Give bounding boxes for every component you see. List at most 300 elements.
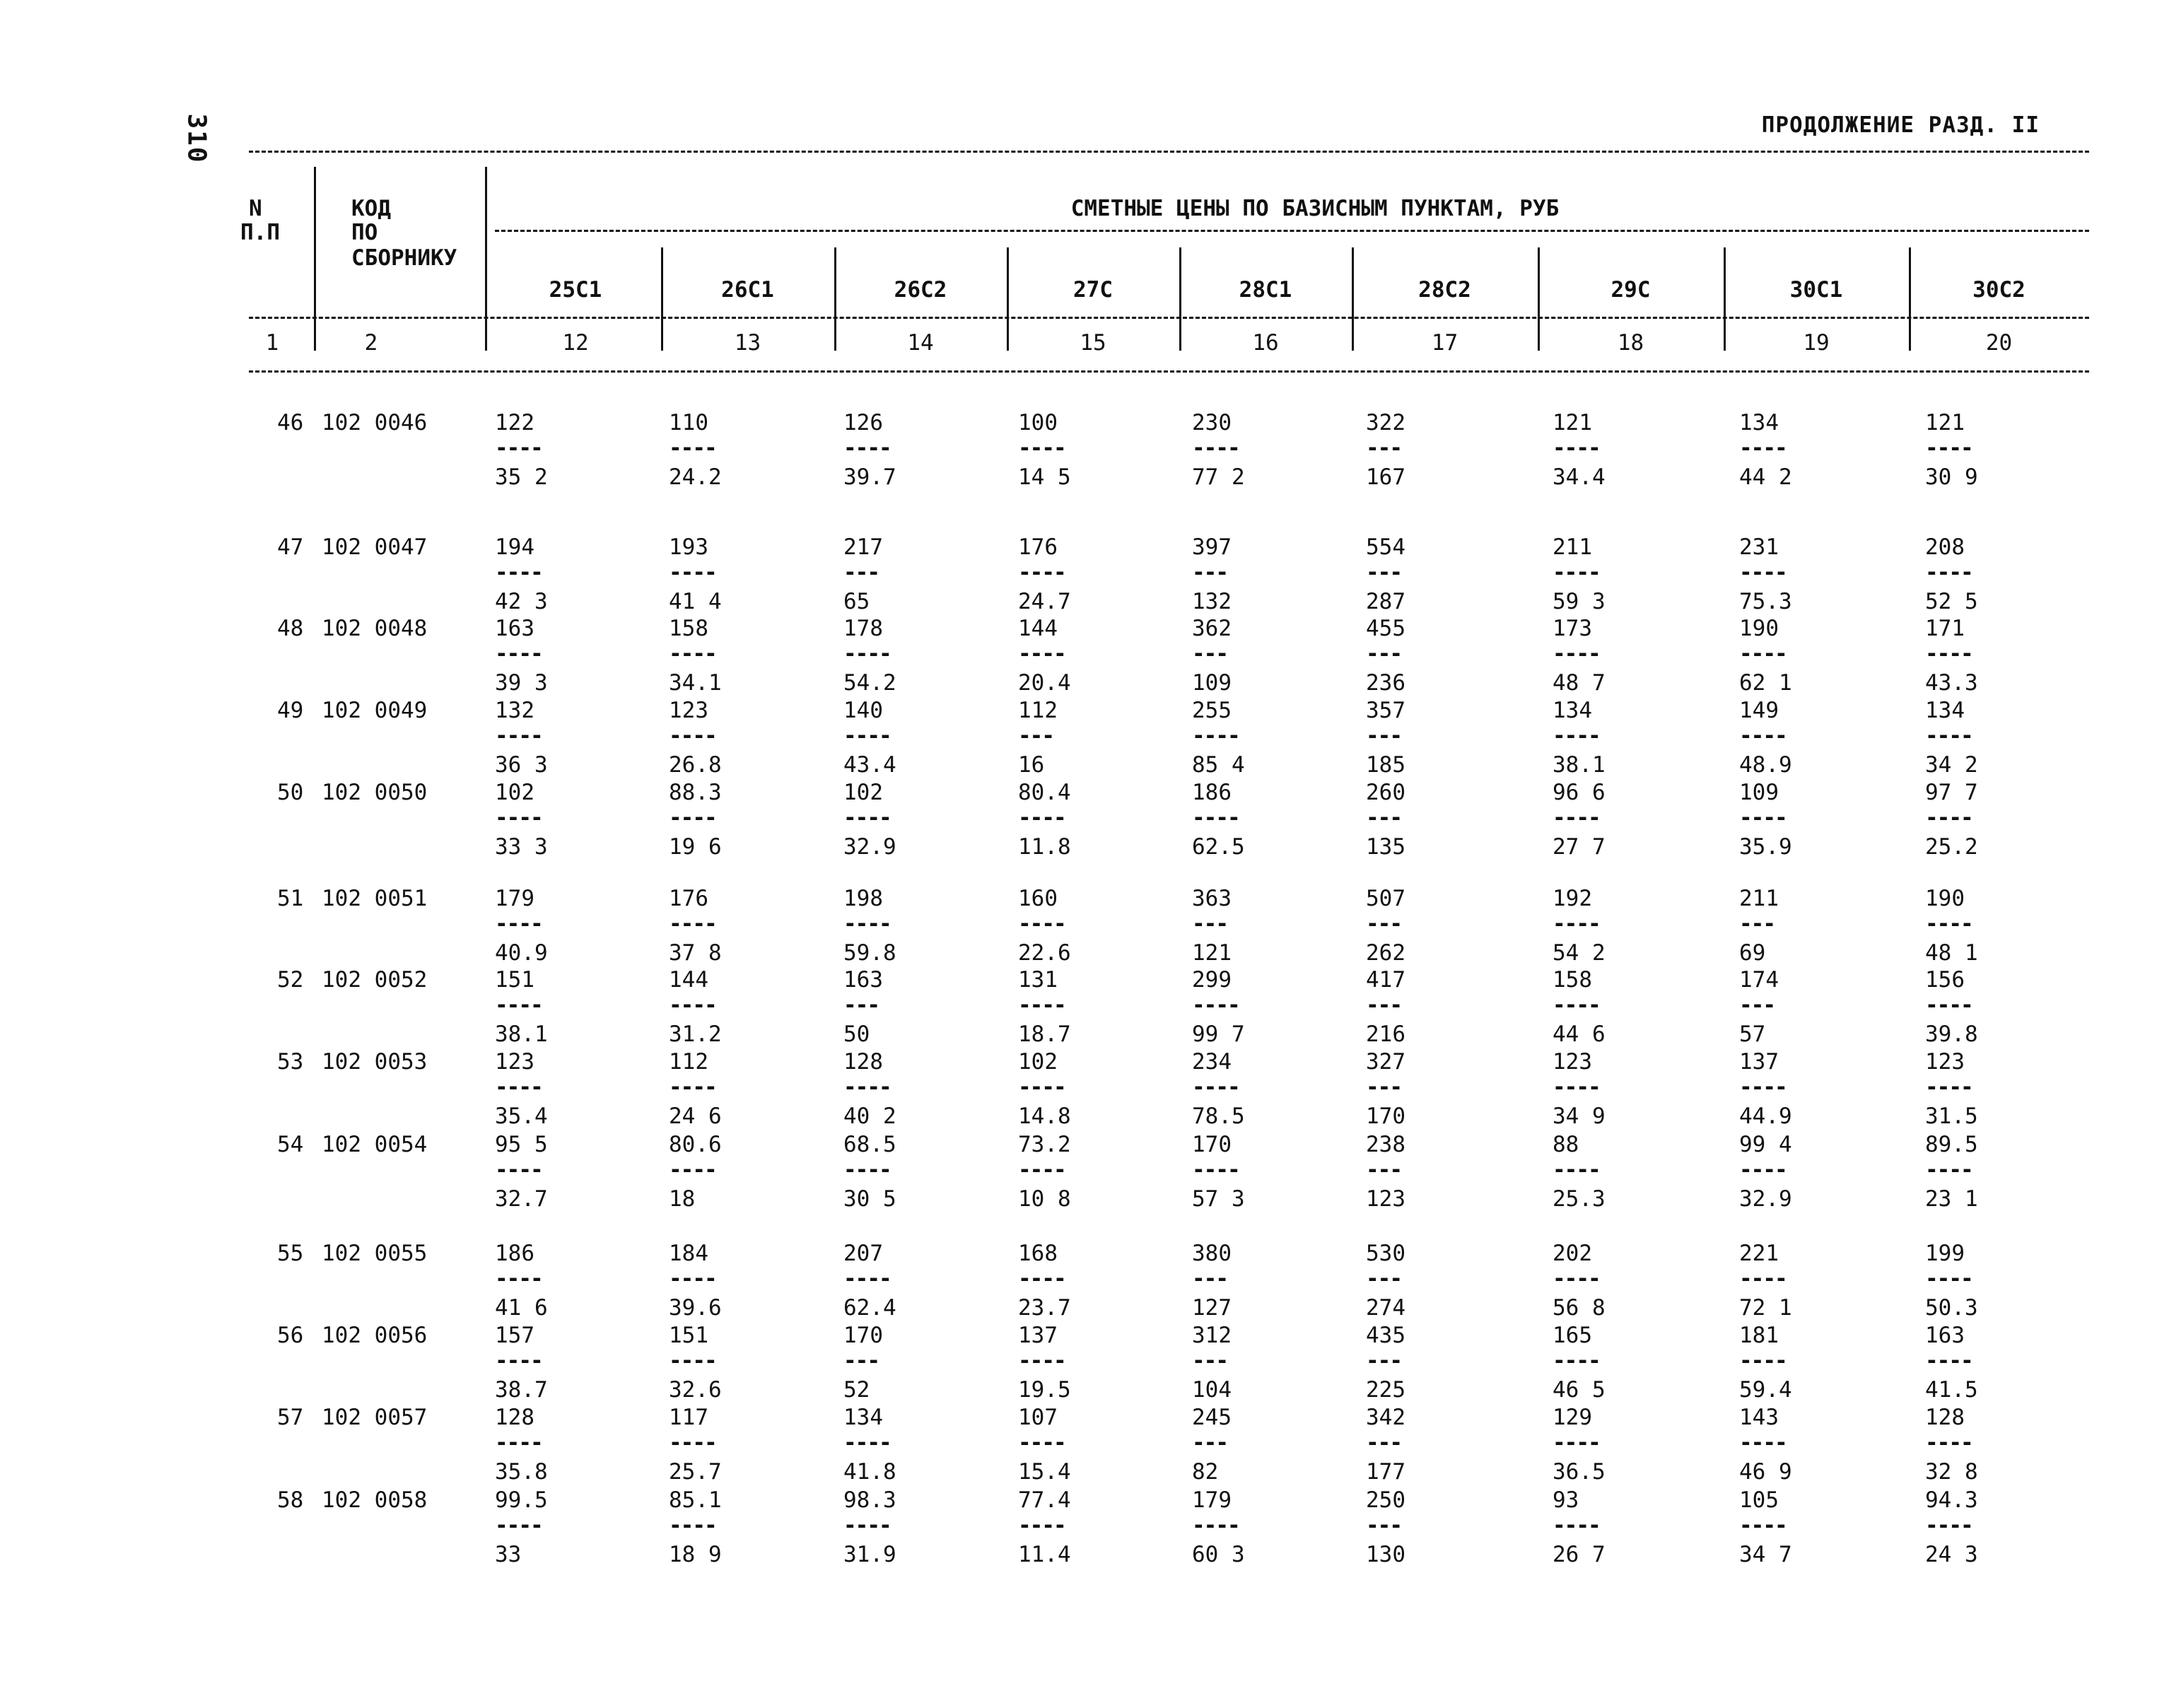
price-bottom-value: 46 5 — [1553, 1377, 1606, 1403]
price-bottom-value: 24 6 — [669, 1104, 722, 1129]
price-bottom-value: 32 8 — [1925, 1459, 1978, 1485]
price-bottom-value: 26 7 — [1553, 1542, 1606, 1567]
price-bottom-value: 34.4 — [1553, 464, 1606, 490]
price-separator: ---- — [495, 723, 542, 749]
header-col-number: 15 — [1080, 330, 1106, 356]
price-bottom-value: 19 6 — [669, 834, 722, 860]
price-separator: --- — [1739, 911, 1775, 937]
price-top-value: 137 — [1739, 1049, 1779, 1075]
header-col-number: 1 — [265, 330, 279, 356]
header-bar-code — [485, 167, 487, 351]
price-bottom-value: 52 5 — [1925, 589, 1978, 614]
price-bottom-value: 18.7 — [1018, 1022, 1071, 1047]
price-separator: --- — [1366, 1075, 1401, 1100]
price-separator: ---- — [669, 1075, 716, 1100]
price-bottom-value: 18 — [669, 1186, 696, 1212]
price-top-value: 357 — [1366, 698, 1405, 723]
price-top-value: 198 — [843, 886, 883, 911]
price-separator: --- — [1366, 1513, 1401, 1538]
price-top-value: 170 — [843, 1323, 883, 1348]
price-separator: ---- — [1739, 1266, 1787, 1292]
price-bottom-value: 38.1 — [1553, 752, 1606, 778]
price-top-value: 179 — [1192, 1487, 1232, 1513]
price-bottom-value: 170 — [1366, 1104, 1405, 1129]
header-col-number: 2 — [364, 330, 378, 356]
header-bar-point-6 — [1538, 247, 1540, 351]
price-separator: ---- — [843, 435, 891, 461]
price-top-value: 190 — [1739, 616, 1779, 641]
price-separator: ---- — [1018, 1075, 1065, 1100]
price-top-value: 156 — [1925, 967, 1965, 993]
price-top-value: 100 — [1018, 410, 1058, 435]
row-number: 54 — [277, 1132, 304, 1157]
price-bottom-value: 32.7 — [495, 1186, 548, 1212]
price-top-value: 173 — [1553, 616, 1592, 641]
price-separator: ---- — [669, 993, 716, 1018]
price-separator: ---- — [495, 1430, 542, 1456]
price-bottom-value: 59 3 — [1553, 589, 1606, 614]
price-top-value: 363 — [1192, 886, 1232, 911]
price-top-value: 98.3 — [843, 1487, 896, 1513]
price-separator: --- — [1366, 435, 1401, 461]
row-code: 102 0048 — [322, 616, 428, 641]
price-top-value: 231 — [1739, 534, 1779, 560]
row-number: 52 — [277, 967, 304, 993]
price-bottom-value: 38.1 — [495, 1022, 548, 1047]
price-separator: --- — [1192, 911, 1227, 937]
price-top-value: 134 — [1739, 410, 1779, 435]
price-top-value: 94.3 — [1925, 1487, 1978, 1513]
price-top-value: 73.2 — [1018, 1132, 1071, 1157]
price-separator: ---- — [1553, 641, 1600, 667]
header-point-7: 29С — [1611, 277, 1651, 303]
price-bottom-value: 216 — [1366, 1022, 1405, 1047]
price-separator: ---- — [1553, 1266, 1600, 1292]
price-bottom-value: 35.8 — [495, 1459, 548, 1485]
price-top-value: 144 — [1018, 616, 1058, 641]
price-separator: ---- — [843, 1075, 891, 1100]
price-top-value: 199 — [1925, 1241, 1965, 1266]
price-bottom-value: 33 3 — [495, 834, 548, 860]
price-separator: ---- — [1018, 641, 1065, 667]
header-col-code-label: ПО — [351, 220, 378, 245]
header-point-3: 26С2 — [894, 277, 947, 303]
row-code: 102 0047 — [322, 534, 428, 560]
price-bottom-value: 104 — [1192, 1377, 1232, 1403]
price-bottom-value: 41.5 — [1925, 1377, 1978, 1403]
price-separator: ---- — [1553, 1157, 1600, 1183]
price-top-value: 132 — [495, 698, 534, 723]
price-separator: ---- — [843, 1266, 891, 1292]
price-top-value: 455 — [1366, 616, 1405, 641]
price-top-value: 112 — [669, 1049, 708, 1075]
price-bottom-value: 62.5 — [1192, 834, 1245, 860]
price-separator: ---- — [1925, 993, 1972, 1018]
price-separator: ---- — [1192, 1157, 1239, 1183]
price-bottom-value: 123 — [1366, 1186, 1405, 1212]
header-point-8: 30С1 — [1789, 277, 1843, 303]
price-bottom-value: 37 8 — [669, 940, 722, 966]
price-separator: ---- — [843, 641, 891, 667]
price-separator: ---- — [1553, 1348, 1600, 1374]
price-top-value: 192 — [1553, 886, 1592, 911]
header-point-5: 28С1 — [1239, 277, 1292, 303]
row-code: 102 0051 — [322, 886, 428, 911]
price-top-value: 397 — [1192, 534, 1232, 560]
price-bottom-value: 30 5 — [843, 1186, 896, 1212]
row-number: 46 — [277, 410, 304, 435]
price-top-value: 102 — [495, 780, 534, 805]
price-top-value: 250 — [1366, 1487, 1405, 1513]
header-col-number: 12 — [562, 330, 589, 356]
row-number: 50 — [277, 780, 304, 805]
price-top-value: 299 — [1192, 967, 1232, 993]
price-top-value: 107 — [1018, 1405, 1058, 1430]
price-top-value: 80.4 — [1018, 780, 1071, 805]
price-separator: ---- — [1739, 1430, 1787, 1456]
price-bottom-value: 31.9 — [843, 1542, 896, 1567]
price-top-value: 245 — [1192, 1405, 1232, 1430]
price-top-value: 122 — [495, 410, 534, 435]
price-top-value: 435 — [1366, 1323, 1405, 1348]
price-bottom-value: 31.5 — [1925, 1104, 1978, 1129]
price-bottom-value: 82 — [1192, 1459, 1219, 1485]
price-top-value: 158 — [1553, 967, 1592, 993]
price-top-value: 194 — [495, 534, 534, 560]
price-separator: ---- — [843, 805, 891, 831]
price-top-value: 202 — [1553, 1241, 1592, 1266]
row-number: 49 — [277, 698, 304, 723]
price-bottom-value: 34.1 — [669, 670, 722, 696]
price-top-value: 157 — [495, 1323, 534, 1348]
header-col-number: 18 — [1617, 330, 1644, 356]
price-separator: ---- — [1925, 1348, 1972, 1374]
price-separator: --- — [1739, 993, 1775, 1018]
header-point-2: 26С1 — [721, 277, 774, 303]
price-separator: --- — [1366, 641, 1401, 667]
page-number: 310 — [182, 113, 211, 164]
price-top-value: 123 — [1553, 1049, 1592, 1075]
row-code: 102 0053 — [322, 1049, 428, 1075]
price-separator: --- — [1018, 723, 1053, 749]
price-top-value: 176 — [669, 886, 708, 911]
row-code: 102 0052 — [322, 967, 428, 993]
price-separator: ---- — [843, 911, 891, 937]
price-bottom-value: 132 — [1192, 589, 1232, 614]
price-separator: ---- — [1739, 560, 1787, 585]
price-top-value: 234 — [1192, 1049, 1232, 1075]
price-separator: ---- — [1925, 805, 1972, 831]
price-top-value: 128 — [1925, 1405, 1965, 1430]
price-bottom-value: 20.4 — [1018, 670, 1071, 696]
header-col-number: 14 — [907, 330, 934, 356]
price-bottom-value: 39.6 — [669, 1295, 722, 1321]
price-bottom-value: 46 9 — [1739, 1459, 1792, 1485]
price-bottom-value: 19.5 — [1018, 1377, 1071, 1403]
price-bottom-value: 34 9 — [1553, 1104, 1606, 1129]
price-bottom-value: 121 — [1192, 940, 1232, 966]
price-bottom-value: 41 6 — [495, 1295, 548, 1321]
price-top-value: 134 — [1925, 698, 1965, 723]
price-top-value: 99 4 — [1739, 1132, 1792, 1157]
price-separator: ---- — [1192, 435, 1239, 461]
price-bottom-value: 16 — [1018, 752, 1045, 778]
price-separator: --- — [1366, 1348, 1401, 1374]
price-top-value: 123 — [669, 698, 708, 723]
price-separator: ---- — [1925, 1513, 1972, 1538]
price-top-value: 176 — [1018, 534, 1058, 560]
price-separator: ---- — [1018, 911, 1065, 937]
price-separator: ---- — [495, 911, 542, 937]
price-bottom-value: 287 — [1366, 589, 1405, 614]
price-top-value: 507 — [1366, 886, 1405, 911]
price-top-value: 168 — [1018, 1241, 1058, 1266]
price-bottom-value: 72 1 — [1739, 1295, 1792, 1321]
price-separator: ---- — [1018, 993, 1065, 1018]
price-separator: ---- — [1925, 641, 1972, 667]
price-bottom-value: 57 — [1739, 1022, 1766, 1047]
price-top-value: 158 — [669, 616, 708, 641]
price-top-value: 163 — [495, 616, 534, 641]
price-separator: --- — [1366, 560, 1401, 585]
header-col-number: 20 — [1985, 330, 2013, 356]
row-code: 102 0055 — [322, 1241, 428, 1266]
price-bottom-value: 44 2 — [1739, 464, 1792, 490]
header-col-number: 16 — [1252, 330, 1279, 356]
price-separator: ---- — [495, 1075, 542, 1100]
price-separator: ---- — [1018, 1430, 1065, 1456]
price-bottom-value: 48 7 — [1553, 670, 1606, 696]
row-code: 102 0056 — [322, 1323, 428, 1348]
price-top-value: 171 — [1925, 616, 1965, 641]
price-bottom-value: 41.8 — [843, 1459, 896, 1485]
price-bottom-value: 41 4 — [669, 589, 722, 614]
price-separator: ---- — [1192, 993, 1239, 1018]
price-separator: ---- — [1553, 993, 1600, 1018]
price-separator: ---- — [495, 435, 542, 461]
price-top-value: 102 — [843, 780, 883, 805]
price-top-value: 96 6 — [1553, 780, 1606, 805]
price-separator: ---- — [1192, 1513, 1239, 1538]
price-top-value: 160 — [1018, 886, 1058, 911]
price-bottom-value: 35.4 — [495, 1104, 548, 1129]
price-bottom-value: 26.8 — [669, 752, 722, 778]
price-top-value: 97 7 — [1925, 780, 1978, 805]
price-top-value: 151 — [669, 1323, 708, 1348]
price-bottom-value: 177 — [1366, 1459, 1405, 1485]
price-bottom-value: 39.7 — [843, 464, 896, 490]
price-separator: --- — [1366, 911, 1401, 937]
price-bottom-value: 14.8 — [1018, 1104, 1071, 1129]
price-bottom-value: 130 — [1366, 1542, 1405, 1567]
price-separator: ---- — [669, 1430, 716, 1456]
price-separator: ---- — [843, 1430, 891, 1456]
price-top-value: 417 — [1366, 967, 1405, 993]
price-bottom-value: 62 1 — [1739, 670, 1792, 696]
price-top-value: 217 — [843, 534, 883, 560]
price-bottom-value: 99 7 — [1192, 1022, 1245, 1047]
price-top-value: 131 — [1018, 967, 1058, 993]
price-top-value: 193 — [669, 534, 708, 560]
price-top-value: 179 — [495, 886, 534, 911]
price-top-value: 312 — [1192, 1323, 1232, 1348]
price-top-value: 143 — [1739, 1405, 1779, 1430]
price-separator: ---- — [1553, 1075, 1600, 1100]
price-bottom-value: 34 2 — [1925, 752, 1978, 778]
price-separator: ---- — [1739, 1348, 1787, 1374]
price-top-value: 342 — [1366, 1405, 1405, 1430]
price-bottom-value: 32.9 — [1739, 1186, 1792, 1212]
price-bottom-value: 262 — [1366, 940, 1405, 966]
price-top-value: 123 — [1925, 1049, 1965, 1075]
price-bottom-value: 25.2 — [1925, 834, 1978, 860]
price-top-value: 105 — [1739, 1487, 1779, 1513]
row-number: 53 — [277, 1049, 304, 1075]
price-bottom-value: 40 2 — [843, 1104, 896, 1129]
header-col-number: 19 — [1803, 330, 1830, 356]
row-number: 51 — [277, 886, 304, 911]
price-separator: ---- — [495, 1266, 542, 1292]
price-separator: ---- — [1018, 1266, 1065, 1292]
price-separator: ---- — [1018, 435, 1065, 461]
price-top-value: 181 — [1739, 1323, 1779, 1348]
price-bottom-value: 40.9 — [495, 940, 548, 966]
price-top-value: 208 — [1925, 534, 1965, 560]
price-bottom-value: 11.8 — [1018, 834, 1071, 860]
row-number: 57 — [277, 1405, 304, 1430]
price-top-value: 128 — [495, 1405, 534, 1430]
price-separator: --- — [1192, 641, 1227, 667]
price-separator: ---- — [1018, 805, 1065, 831]
price-bottom-value: 35.9 — [1739, 834, 1792, 860]
price-separator: --- — [1366, 1266, 1401, 1292]
price-bottom-value: 15.4 — [1018, 1459, 1071, 1485]
header-col-n-label: П.П — [240, 220, 280, 245]
header-col-n-label: N — [249, 196, 262, 221]
price-bottom-value: 48 1 — [1925, 940, 1978, 966]
price-bottom-value: 10 8 — [1018, 1186, 1071, 1212]
price-separator: ---- — [1925, 1157, 1972, 1183]
price-bottom-value: 109 — [1192, 670, 1232, 696]
price-bottom-value: 62.4 — [843, 1295, 896, 1321]
price-bottom-value: 274 — [1366, 1295, 1405, 1321]
price-bottom-value: 127 — [1192, 1295, 1232, 1321]
price-top-value: 99.5 — [495, 1487, 548, 1513]
header-bar-point-8 — [1909, 247, 1911, 351]
price-separator: ---- — [843, 1157, 891, 1183]
header-point-6: 28С2 — [1418, 277, 1471, 303]
price-top-value: 88.3 — [669, 780, 722, 805]
price-top-value: 129 — [1553, 1405, 1592, 1430]
price-top-value: 134 — [1553, 698, 1592, 723]
price-top-value: 170 — [1192, 1132, 1232, 1157]
price-bottom-value: 167 — [1366, 464, 1405, 490]
price-top-value: 163 — [1925, 1323, 1965, 1348]
price-separator: --- — [1366, 805, 1401, 831]
price-separator: --- — [843, 1348, 879, 1374]
header-group-title: СМЕТНЫЕ ЦЕНЫ ПО БАЗИСНЫМ ПУНКТАМ, РУБ — [1070, 196, 1560, 221]
price-separator: ---- — [1553, 723, 1600, 749]
header-bottom-rule — [249, 370, 2089, 373]
price-top-value: 221 — [1739, 1241, 1779, 1266]
price-bottom-value: 27 7 — [1553, 834, 1606, 860]
price-top-value: 110 — [669, 410, 708, 435]
price-separator: ---- — [495, 805, 542, 831]
row-number: 47 — [277, 534, 304, 560]
price-bottom-value: 32.9 — [843, 834, 896, 860]
row-code: 102 0057 — [322, 1405, 428, 1430]
price-top-value: 93 — [1553, 1487, 1579, 1513]
price-separator: ---- — [1739, 1157, 1787, 1183]
price-bottom-value: 24.2 — [669, 464, 722, 490]
price-bottom-value: 38.7 — [495, 1377, 548, 1403]
price-top-value: 322 — [1366, 410, 1405, 435]
header-point-4: 27С — [1073, 277, 1113, 303]
price-separator: ---- — [1018, 1157, 1065, 1183]
price-separator: --- — [1192, 560, 1227, 585]
row-code: 102 0050 — [322, 780, 428, 805]
price-separator: --- — [843, 993, 879, 1018]
row-code: 102 0049 — [322, 698, 428, 723]
group-title-rule — [495, 230, 2089, 232]
price-bottom-value: 185 — [1366, 752, 1405, 778]
price-separator: ---- — [669, 1157, 716, 1183]
price-separator: ---- — [669, 1348, 716, 1374]
price-separator: ---- — [1739, 641, 1787, 667]
price-top-value: 255 — [1192, 698, 1232, 723]
price-separator: ---- — [669, 911, 716, 937]
price-separator: --- — [1366, 993, 1401, 1018]
price-bottom-value: 18 9 — [669, 1542, 722, 1567]
price-separator: ---- — [495, 641, 542, 667]
price-bottom-value: 25.3 — [1553, 1186, 1606, 1212]
price-bottom-value: 34 7 — [1739, 1542, 1792, 1567]
price-top-value: 126 — [843, 410, 883, 435]
price-top-value: 85.1 — [669, 1487, 722, 1513]
price-separator: ---- — [1925, 911, 1972, 937]
price-bottom-value: 42 3 — [495, 589, 548, 614]
price-bottom-value: 39 3 — [495, 670, 548, 696]
price-top-value: 80.6 — [669, 1132, 722, 1157]
price-top-value: 190 — [1925, 886, 1965, 911]
price-separator: ---- — [1018, 1348, 1065, 1374]
row-code: 102 0054 — [322, 1132, 428, 1157]
price-separator: ---- — [1192, 1075, 1239, 1100]
price-bottom-value: 75.3 — [1739, 589, 1792, 614]
price-bottom-value: 36.5 — [1553, 1459, 1606, 1485]
price-separator: ---- — [843, 723, 891, 749]
price-top-value: 121 — [1553, 410, 1592, 435]
price-top-value: 207 — [843, 1241, 883, 1266]
price-separator: ---- — [669, 723, 716, 749]
price-bottom-value: 31.2 — [669, 1022, 722, 1047]
price-bottom-value: 54.2 — [843, 670, 896, 696]
header-point-9: 30С2 — [1972, 277, 2026, 303]
price-top-value: 163 — [843, 967, 883, 993]
price-bottom-value: 50 — [843, 1022, 870, 1047]
price-bottom-value: 39.8 — [1925, 1022, 1978, 1047]
price-bottom-value: 25.7 — [669, 1459, 722, 1485]
price-top-value: 184 — [669, 1241, 708, 1266]
price-top-value: 174 — [1739, 967, 1779, 993]
row-number: 58 — [277, 1487, 304, 1513]
price-top-value: 128 — [843, 1049, 883, 1075]
price-top-value: 89.5 — [1925, 1132, 1978, 1157]
price-top-value: 149 — [1739, 698, 1779, 723]
price-separator: --- — [843, 560, 879, 585]
price-separator: --- — [1366, 723, 1401, 749]
price-top-value: 530 — [1366, 1241, 1405, 1266]
